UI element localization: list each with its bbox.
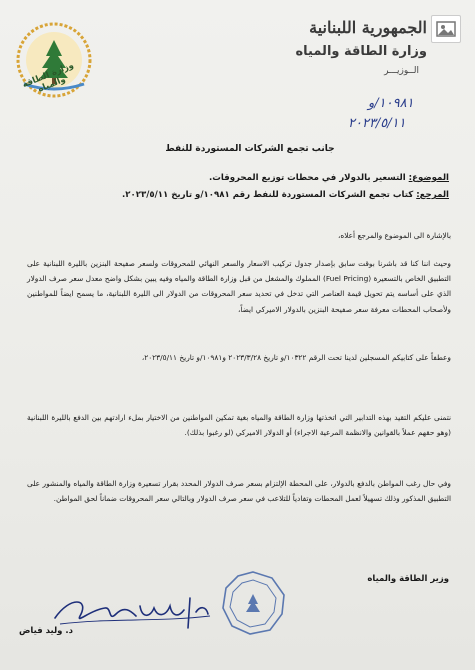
- paragraph-intro: بالإشارة الى الموضوع والمرجع أعلاه،: [337, 231, 451, 240]
- addressee: جانب تجمع الشركات المستوردة للنفط: [165, 144, 335, 154]
- paragraph-pricing: وحيث اننا كنا قد باشرنا بوقت سابق بإصدار جدول تركيب الاسعار والسعر النهائي للمحروقات ولسعر صفيحة البنزين بالليرة اللبنانية على التطبيق الخاص بالتسعيرة (Fuel Pricing) المملوك والمشغل من قبل وزارة الطاقة والمياه وفيه يبين بشكل واضح معدل سعر صرف الدولار الذي على أساسه يتم تحويل قيمة العناصر التي تدخل في تحديد سعر المحروقات من الدولار الى الليرة اللبنانية، ما يسمح ايضاً للمواطنين ولأصحاب المحطات معرفة سعر صفيحة البنزين بالدولار الاميركي ايضاً،: [27, 259, 451, 314]
- letterhead-ministry: وزارة الطاقة والمياه: [295, 44, 427, 59]
- paragraph-request: نتمنى عليكم التقيد بهذه التدابير التي اتخذتها وزارة الطاقة والمياه بغية تمكين المواطنين من الاختيار بملء ارادتهم بين الدفع بالليرة اللبنانية (وهو حقهم عملاً بالقوانين والانظمة المرعية الاجراء) أو الدولار الاميركي (لو رغبوا بذلك).: [27, 413, 451, 438]
- handwritten-signature: [50, 588, 220, 638]
- letterhead-office: الــوزيـــر: [384, 66, 419, 76]
- reference-date: ٢٠٢٣/٥/١١: [348, 116, 406, 131]
- image-view-icon[interactable]: [431, 15, 461, 43]
- subject-label: الموضوع:: [408, 173, 449, 183]
- signatory-name: د. وليد فياض: [18, 626, 73, 636]
- reference-label: المرجع:: [416, 190, 449, 200]
- letterhead-republic: الجمهورية اللبنانية: [309, 18, 427, 37]
- paragraph-letters: وعطفاً على كتابيكم المسجلين لدينا تحت الرقم ١٠٣٢٢/و تاريخ ٢٠٢٣/٣/٢٨ و١٠٩٨١/و تاريخ ٢٠٢٣/٥/١١،: [141, 353, 451, 362]
- subject-block: [29, 170, 449, 204]
- paragraph-dollar-payment: وفي حال رغب المواطن بالدفع بالدولار، على المحطة الإلتزام بسعر صرف الدولار المحدد بقرار تسعيرة وزارة الطاقة والمياه والمنشور على التطبيق المذكور وذلك تسهيلاً لعمل المحطات وتفادياً للتلاعب في سعر صرف الدولار وبالتالي سعر المحروقات ضماناً لحق المواطن.: [27, 479, 451, 504]
- reference-text: كتاب تجمع الشركات المستوردة للنفط رقم ١٠٩٨١/و تاريخ ٢٠٢٣/٥/١١.: [121, 190, 417, 200]
- reference-line: [29, 187, 449, 204]
- official-stamp: [220, 570, 286, 636]
- photo-icon: [432, 16, 460, 42]
- subject-text: التسعير بالدولار في محطات توزيع المحروقات.: [208, 173, 409, 183]
- logo-caption: وزارة الطاقة والمياه: [21, 60, 76, 95]
- subject-line: [29, 170, 449, 187]
- signatory-title: وزير الطاقة والمياه: [367, 574, 449, 584]
- reference-number: ١٠٩٨١/و: [368, 96, 414, 111]
